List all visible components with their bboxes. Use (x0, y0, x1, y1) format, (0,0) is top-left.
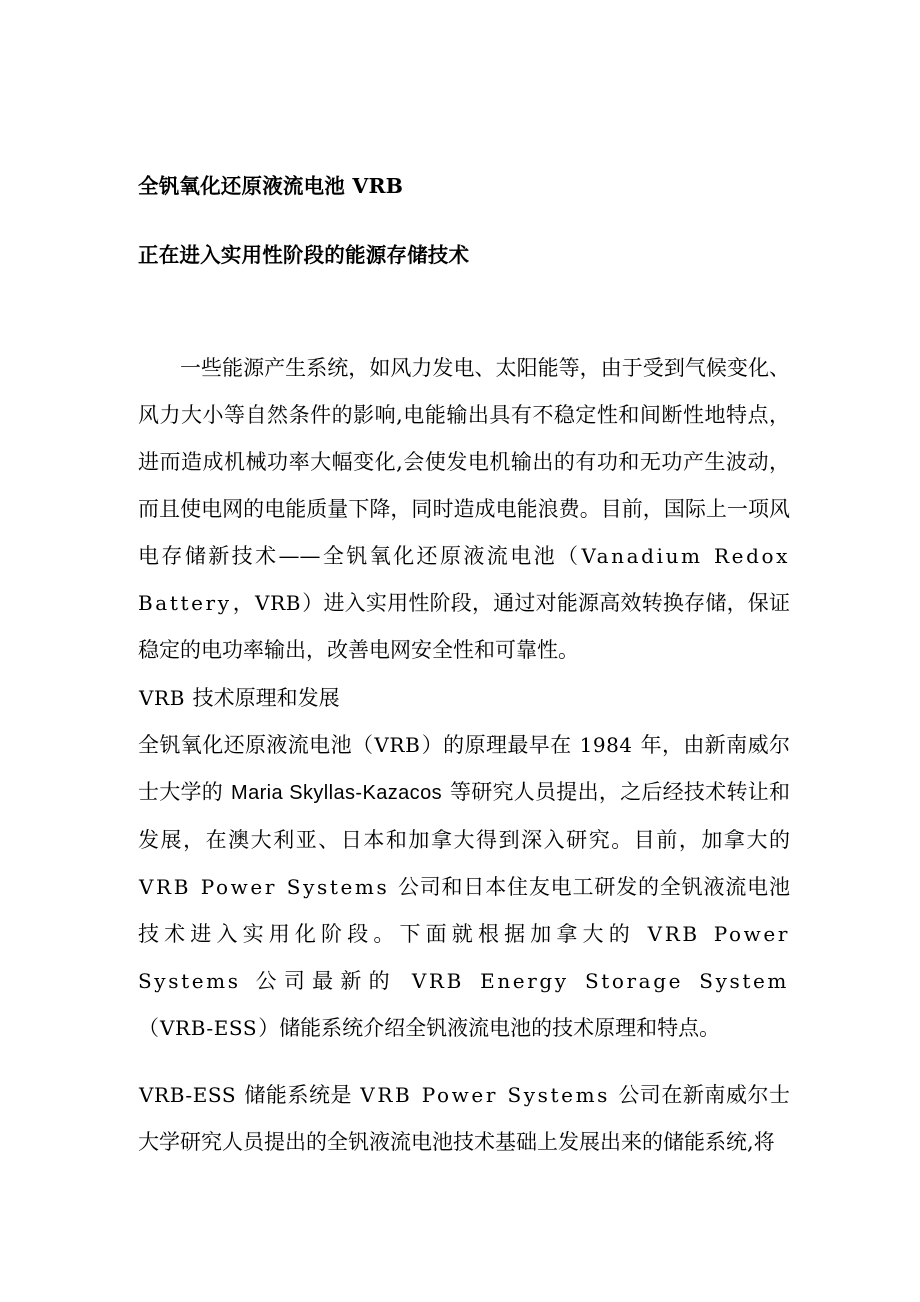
main-text-part-2: ）的原理最早在 (421, 733, 579, 757)
main-text-part-3: 年，由新南威尔士大学的 (138, 733, 790, 804)
section-heading-vrb-technology (138, 675, 790, 722)
vrb-abbreviation: VRB (374, 733, 421, 757)
researcher-name: Maria Skyllas-Kazacos (231, 782, 442, 804)
year-1984: 1984 (579, 733, 633, 757)
intro-text-part-2: ， (232, 591, 255, 615)
main-text-part-8: ）储能系统介绍全钒液流电池的技术原理和特点。 (258, 1016, 721, 1040)
main-block (138, 675, 790, 1052)
final-text-part-1: 储能系统是 (237, 1083, 360, 1107)
vrb-abbreviation: VRB (255, 591, 302, 615)
section-heading-text: 技术原理和发展 (186, 686, 340, 710)
main-text-part-4: 等研究人员提出，之后经技术转让和发展，在澳大利亚、日本和加拿大得到深入研究。目前，加拿大的 (138, 780, 790, 852)
vanadium-redox-battery-term: Vanadium Redox Battery (138, 544, 791, 615)
main-text-part-6: 公司最新的 (241, 969, 411, 993)
product-name-vrb-energy-storage-system: VRB Energy Storage System (411, 969, 789, 993)
final-text-part-2: 公司在新南威尔士大学研究人员提出的全钒液流电池技术基础上发展出来的储能系统,将 (138, 1083, 790, 1154)
paragraph-intro (138, 345, 790, 674)
main-text-part-7: （ (138, 1016, 159, 1040)
main-text-part-1: 全钒氧化还原液流电池（ (138, 733, 374, 757)
company-name-vrb-power-systems: VRB Power Systems (360, 1083, 611, 1107)
product-abbreviation-vrb-ess: VRB-ESS (160, 1016, 258, 1040)
document-title: 全钒氧化还原液流电池 VRB (138, 174, 404, 198)
section-heading-latin: VRB (139, 686, 185, 710)
paragraph-main (138, 722, 790, 1052)
intro-block (138, 345, 790, 674)
document-subtitle: 正在进入实用性阶段的能源存储技术 (138, 243, 470, 267)
product-abbreviation-vrb-ess: VRB-ESS (139, 1083, 237, 1107)
main-text-part-5: 公司和日本住友电工研发的全钒液流电池技术进入实用化阶段。下面就根据加拿大的 (138, 875, 790, 946)
final-block (138, 1072, 790, 1166)
intro-text-part-1: 一些能源产生系统，如风力发电、太阳能等，由于受到气候变化、风力大小等自然条件的影响,电能输出具有不稳定性和间断性地特点，进而造成机械功率大幅变化,会使发电机输出的有功和无功产生波动，而且使电网的电能质量下降，同时造成电能浪费。目前，国际上一项风电存储新技术——全钒氧化还原液流电池（ (138, 356, 790, 568)
paragraph-final (138, 1072, 790, 1166)
company-name-vrb-power-systems: VRB Power Systems (138, 922, 790, 993)
company-name-vrb-power-systems: VRB Power Systems (139, 875, 390, 899)
intro-text-part-3: ）进入实用性阶段，通过对能源高效转换存储，保证稳定的电功率输出，改善电网安全性和可靠性。 (138, 591, 791, 662)
